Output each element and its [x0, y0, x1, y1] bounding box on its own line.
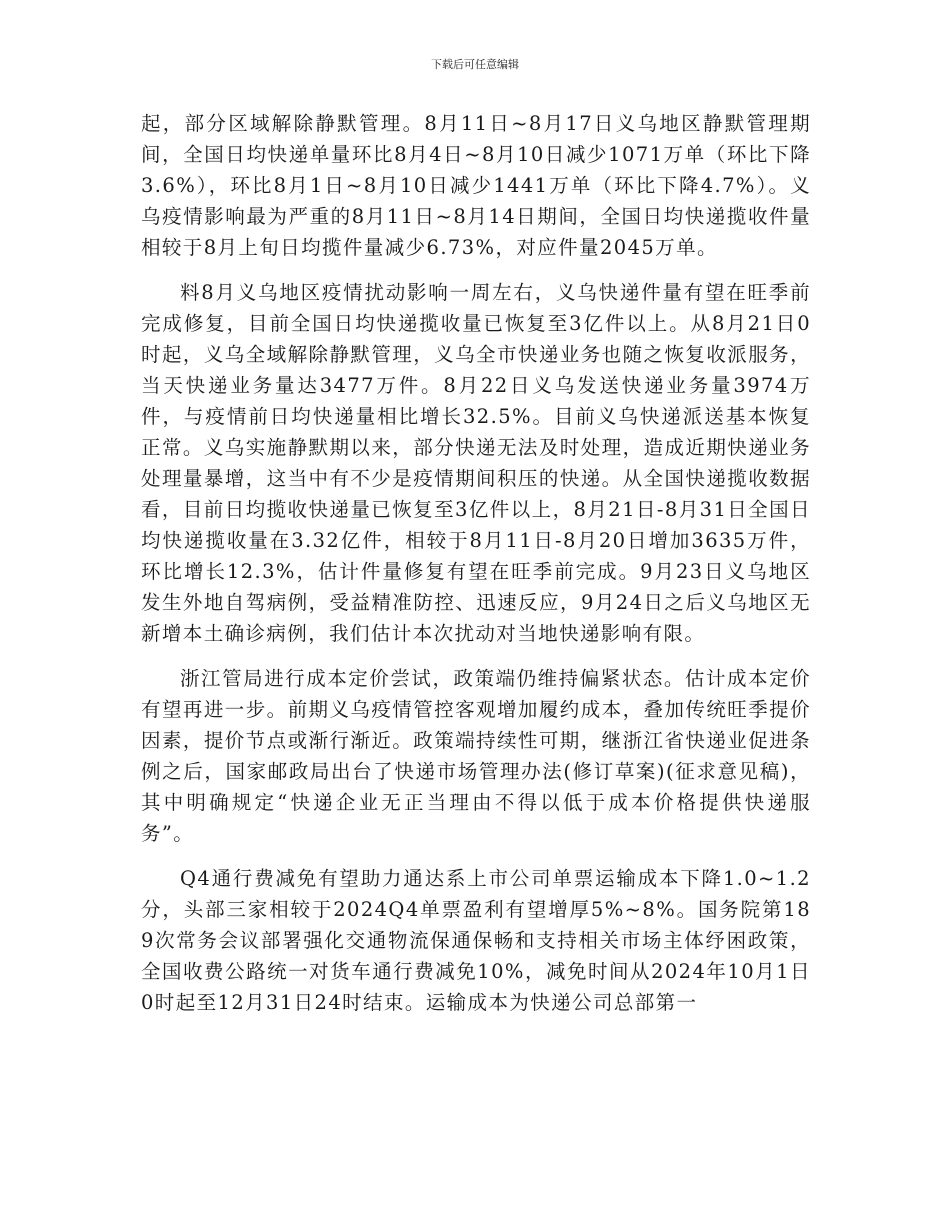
- document-body: [141, 108, 811, 1032]
- page-header: 下载后可任意编辑: [431, 58, 519, 71]
- paragraph-toll-reduction: Q4通行费减免有望助力通达系上市公司单票运输成本下降1.0~1.2分，头部三家相较于2024Q4单票盈利有望增厚5%~8%。国务院第189次常务会议部署强化交通物流保通保畅和支持相关市场主体纾困政策，全国收费公路统一对货车通行费减免10%，减免时间从2024年10月1日0时起至12月31日24时结束。运输成本为快递公司总部第一: [141, 867, 811, 1014]
- paragraph-zhejiang-pricing: 浙江管局进行成本定价尝试，政策端仍维持偏紧状态。估计成本定价有望再进一步。前期义乌疫情管控客观增加履约成本，叠加传统旺季提价因素，提价节点或渐行渐近。政策端持续性可期，继浙江省快递业促进条例之后，国家邮政局出台了快递市场管理办法(修订草案)(征求意见稿)，其中明确规定“快递企业无正当理由不得以低于成本价格提供快递服务”。: [141, 667, 811, 845]
- paragraph-continuation: 起，部分区域解除静默管理。8月11日~8月17日义乌地区静默管理期间，全国日均快递单量环比8月4日~8月10日减少1071万单（环比下降3.6%），环比8月1日~8月10日减少1441万单（环比下降4.7%）。义乌疫情影响最为严重的8月11日~8月14日期间，全国日均快递揽收件量相较于8月上旬日均揽件量减少6.73%，对应件量2045万单。: [141, 112, 811, 259]
- paragraph-yiwu-recovery: 料8月义乌地区疫情扰动影响一周左右，义乌快递件量有望在旺季前完成修复，目前全国日均快递揽收量已恢复至3亿件以上。从8月21日0时起，义乌全域解除静默管理，义乌全市快递业务也随之恢复收派服务，当天快递业务量达3477万件。8月22日义乌发送快递业务量3974万件，与疫情前日均快递量相比增长32.5%。目前义乌快递派送基本恢复正常。义乌实施静默期以来，部分快递无法及时处理，造成近期快递业务处理量暴增，这当中有不少是疫情期间积压的快递。从全国快递揽收数据看，目前日均揽收快递量已恢复至3亿件以上，8月21日-8月31日全国日均快递揽收量在3.32亿件，相较于8月11日-8月20日增加3635万件，环比增长12.3%，估计件量修复有望在旺季前完成。9月23日义乌地区发生外地自驾病例，受益精准防控、迅速反应，9月24日之后义乌地区无新增本土确诊病例，我们估计本次扰动对当地快递影响有限。: [141, 281, 811, 645]
